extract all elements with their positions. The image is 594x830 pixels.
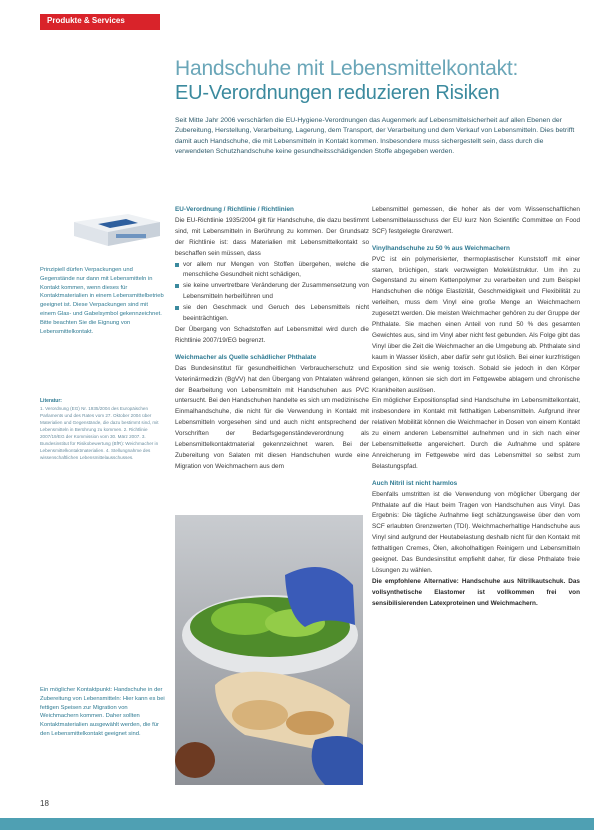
col1-heading-1: EU-Verordnung / Richtlinie / Richtlinien xyxy=(175,206,294,213)
col2-paragraph-4: Ebenfalls umstritten ist die Verwendung von möglicher Übergang der Phthalate auf die Haut beim Tragen von Handschuhen aus Vinyl. Das Ergebnis: Die tägliche Aufnahme liegt schätzungsweise über den vom SCF erlaubten Grenzwerten (TDI). Weichmacherhaltige Handschuhe aus Vinyl sind aufgrund der Heutabelastung deshalb nicht für den Kontakt mit fetthaltigen Cremes, Ölen, alkoholhaltigen Reinigern und Lebensmitteln geeignet. Das Bundesinstitut empfiehlt daher, für diese Phthalate freie Lösungen zu wählen. xyxy=(372,490,580,574)
col2-paragraph-3: Ein möglicher Expositionspfad sind Handschuhe im Lebensmittelkontakt, insbesondere im Kontakt mit fetthaltigen Lebensmitteln. Aufgrund ihrer relativen Mobilität können die Weichmacher in Dosen von einem Kontakt zu einem anderen Lebensmittel aufnehmen und in sich nach einer Lebensmittelkette angereichert. Durch die Aufnahme und spätere Anreicherung im Fettgewebe wird das Lebensmittel so selbst zum Belastungspfad. xyxy=(372,397,580,470)
title-line-1: Handschuhe mit Lebensmittelkontakt: xyxy=(175,57,519,80)
bullet-item: sie keine unvertretbare Veränderung der Zusammensetzung von Lebensmitteln herbeiführen und xyxy=(175,281,369,303)
title-line-2: EU-Verordnungen reduzieren Risiken xyxy=(175,82,500,104)
glove-box-photo xyxy=(68,204,164,248)
footer-bar xyxy=(0,818,594,830)
literature-title: Literatur: xyxy=(40,398,62,404)
text-column-2 xyxy=(372,205,580,610)
caption-photo1: Prinzipiell dürfen Verpackungen und Gegenstände nur dann mit Lebensmitteln in Kontakt kommen, wenn dieses für Kontaktmaterialien in einem Lebensmittelbetrieb geeignet ist. Diese Verpackungen sind mit einem Glas- und Gabelsymbol gekennzeichnet. Bitte beachten Sie die Eignung von Lebensmittelkontakt. xyxy=(40,267,164,335)
col1-paragraph-2: Der Übergang von Schadstoffen auf Lebensmittel wird durch die Richtlinie 2007/19/EG begrenzt. xyxy=(175,325,369,344)
bullet-item: sie den Geschmack und Geruch des Lebensmittels nicht beeinträchtigen. xyxy=(175,303,369,325)
article-title xyxy=(175,57,580,105)
text-column-1 xyxy=(175,205,369,473)
col1-paragraph-1: Die EU-Richtlinie 1935/2004 gilt für Handschuhe, die dazu bestimmt sind, mit Lebensmitteln in Berührung zu kommen. Der Grundsatz der Richtlinie ist: dass Materialien mit Lebensmittelkontakt so beschaffen sein müssen, dass xyxy=(175,216,369,257)
literature-text: 1. Verordnung (EG) Nr. 1935/2004 des Europäischen Parlaments und des Rates vom 27. Oktober 2004 über Materialien und Gegenstände, die dazu bestimmt sind, mit Lebensmitteln in Berührung zu kommen. 2. Richtlinie 2007/19/EG der Kommission vom 30. März 2007. 3. Bundesinstitut für Risikobewertung (BfR): Weichmacher in Lebensmittelkontaktmaterialien. 4. Stellungnahme des wissenschaftlichen Lebensmittelausschusses. xyxy=(40,406,159,460)
col2-paragraph-5: Die empfohlene Alternative: Handschuhe aus Nitrilkautschuk. Das vollsynthetische Elastomer ist vollkommen frei von sensibilisierenden Latexproteinen und Weichmachern. xyxy=(372,577,580,607)
page-number: 18 xyxy=(40,799,49,808)
gloves-salad-photo xyxy=(175,515,363,785)
literature-box xyxy=(40,398,165,461)
section-tag xyxy=(40,14,160,30)
section-tag-label: Produkte & Services xyxy=(47,16,125,25)
caption-photo2: Ein möglicher Kontaktpunkt: Handschuhe in der Zubereitung von Lebensmitteln: Hier kann es bei fettigen Speisen zur Migration von Weichmachern kommen. Daher sollten Kontaktmaterialien ausgewählt werden, die für den Lebensmittelkontakt geeignet sind. xyxy=(40,687,165,737)
col2-heading-1: Vinylhandschuhe zu 50 % aus Weichmachern xyxy=(372,244,510,252)
col1-paragraph-3: Das Bundesinstitut für gesundheitlichen Verbraucherschutz und Veterinärmedizin (BgVV) hat den Übergang von Phtalaten während der Bearbeitung von Lebensmitteln mit Handschuhen aus PVC untersucht. Bei den Handschuhen handelte es sich um medizinische Einmalhandschuhe, die nicht für die Verwendung in Kontakt mit Lebensmitteln vorgesehen sind und auch nicht entsprechend der Vorschriften der Bedarfsgegenständeverordnung als Lebensmittelkontaktmaterial gekennzeichnet waren. Bei der Zubereitung von Salaten mit diesen Handschuhen wurde eine Migration von Weichmachern aus dem xyxy=(175,364,369,470)
intro-paragraph: Seit Mitte Jahr 2006 verschärfen die EU-Hygiene-Verordnungen das Augenmerk auf Lebensmittelsicherheit auf allen Ebenen der Zubereitung, Herstellung, Verarbeitung, Lagerung, dem Transport, der Verarbeitung und dem Verkauf von Lebensmitteln. Dies betrifft damit auch Handschuhe, die mit Lebensmitteln in Kontakt kommen. Insbesondere muss sichergestellt sein, dass durch die verwendeten Schutzhandschuhe keine gesundheitsschädigenden Stoffe abgegeben werden. xyxy=(175,117,575,156)
col2-paragraph-1: Lebensmittel gemessen, die hoher als der vom Wissenschaftlichen Lebensmittelausschuss der EU kurz Non Scientific Committee on Food SCF) festgelegte Grenzwert. xyxy=(372,206,580,235)
col2-heading-2: Auch Nitril ist nicht harmlos xyxy=(372,479,458,487)
bullet-item: vor allem nur Mengen von Stoffen übergehen, welche die menschliche Gesundheit nicht schädigen, xyxy=(175,260,369,282)
col2-paragraph-2: PVC ist ein polymerisierter, thermoplastischer Kunststoff mit einer starren, brüchigen, stark verzweigten Molekülstruktur. Um ihn zu Gegenstand zu einem Kettenpolymer zu verarbeiten und zum Beispiel Handschuhen die nötige Elastizität, Geschmeidigkeit und Flexibilität zu verleihen, muss dem Vinyl eine große Menge an Weichmachern zugesetzt werden. Die meisten Weichmacher gehören zu der Gruppe der Phthalate. Sie machen einen Anteil von rund 50 % des gesamten Gewichtes aus, sind im Vinyl aber nicht fest gebunden. Als Folge gibt das Vinyl über die Zeit die Weichmacher an die Umgebung ab. Phthalate sind kaum in Wasser löslich, aber dafür sehr gut löslich. Bei einer kurzfristigen Exposition sind sie wenig toxisch. Sobald sie jedoch in den Körper gelangen, können sie sich dort im Fettgewebe ablagern und chronische Krankheiten auslösen. xyxy=(372,255,580,394)
col1-heading-2: Weichmacher als Quelle schädlicher Phthalate xyxy=(175,353,317,361)
